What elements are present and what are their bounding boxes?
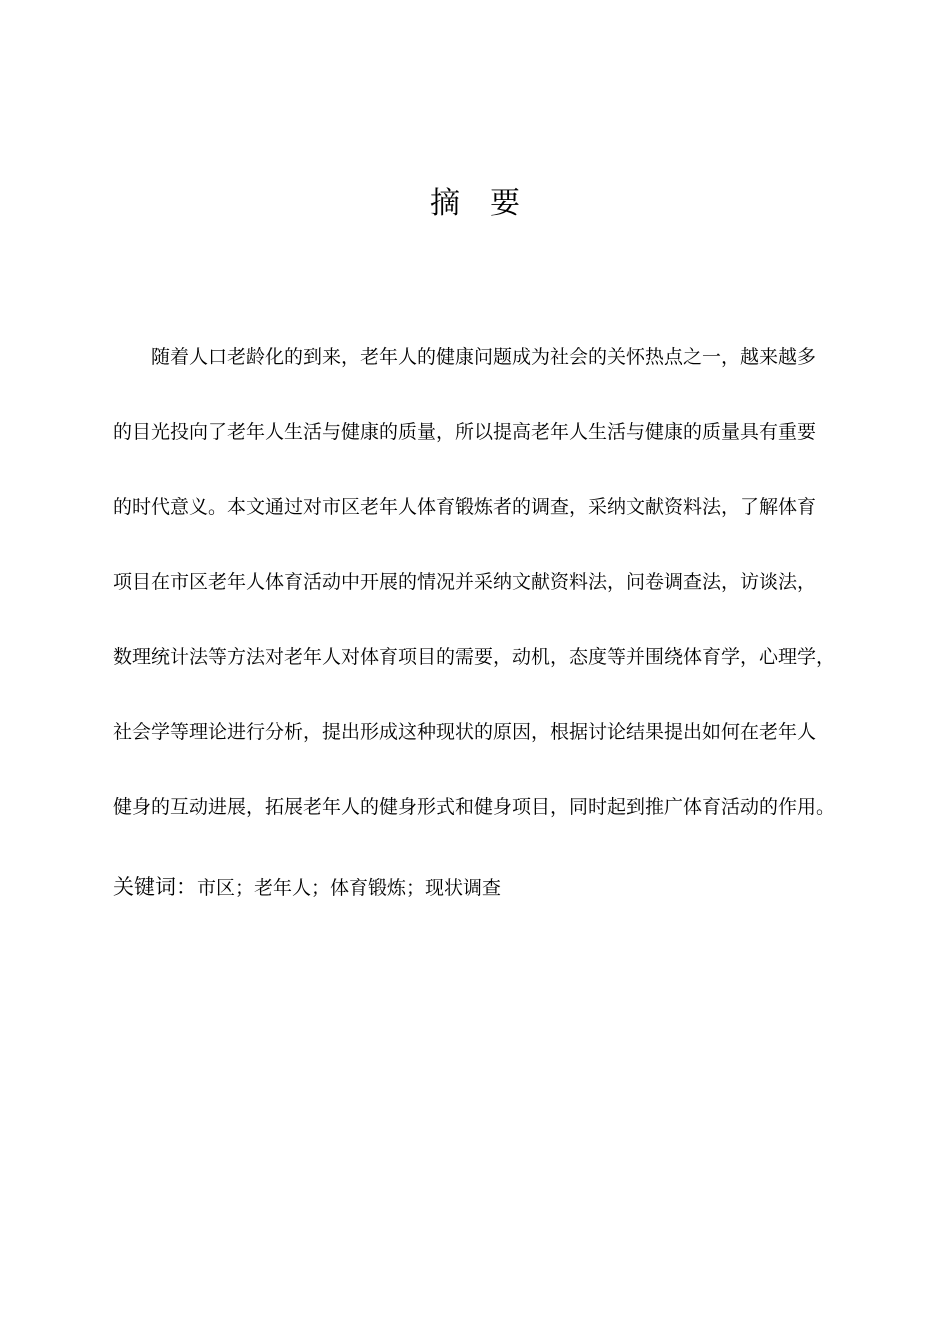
abstract-line: 的时代意义。本文通过对市区老年人体育锻炼者的调查，采纳文献资料法，了解体育 <box>113 496 817 518</box>
abstract-line: 健身的互动进展，拓展老年人的健身形式和健身项目，同时起到推广体育活动的作用。 <box>113 796 836 818</box>
keywords-line <box>113 868 501 907</box>
keywords-value: 市区；老年人；体育锻炼；现状调查 <box>197 877 502 899</box>
abstract-line: 的目光投向了老年人生活与健康的质量，所以提高老年人生活与健康的质量具有重要 <box>113 421 817 443</box>
abstract-line: 数理统计法等方法对老年人对体育项目的需要，动机，态度等并围绕体育学，心理学， <box>113 646 836 668</box>
abstract-line: 社会学等理论进行分析，提出形成这种现状的原因，根据讨论结果提出如何在老年人 <box>113 721 817 743</box>
abstract-title: 摘 要 <box>430 186 520 221</box>
abstract-line: 项目在市区老年人体育活动中开展的情况并采纳文献资料法，问卷调查法，访谈法， <box>113 571 817 593</box>
abstract-body <box>113 320 853 845</box>
keywords-label: 关键词： <box>113 875 197 899</box>
abstract-line: 随着人口老龄化的到来，老年人的健康问题成为社会的关怀热点之一，越来越多 <box>151 346 817 368</box>
